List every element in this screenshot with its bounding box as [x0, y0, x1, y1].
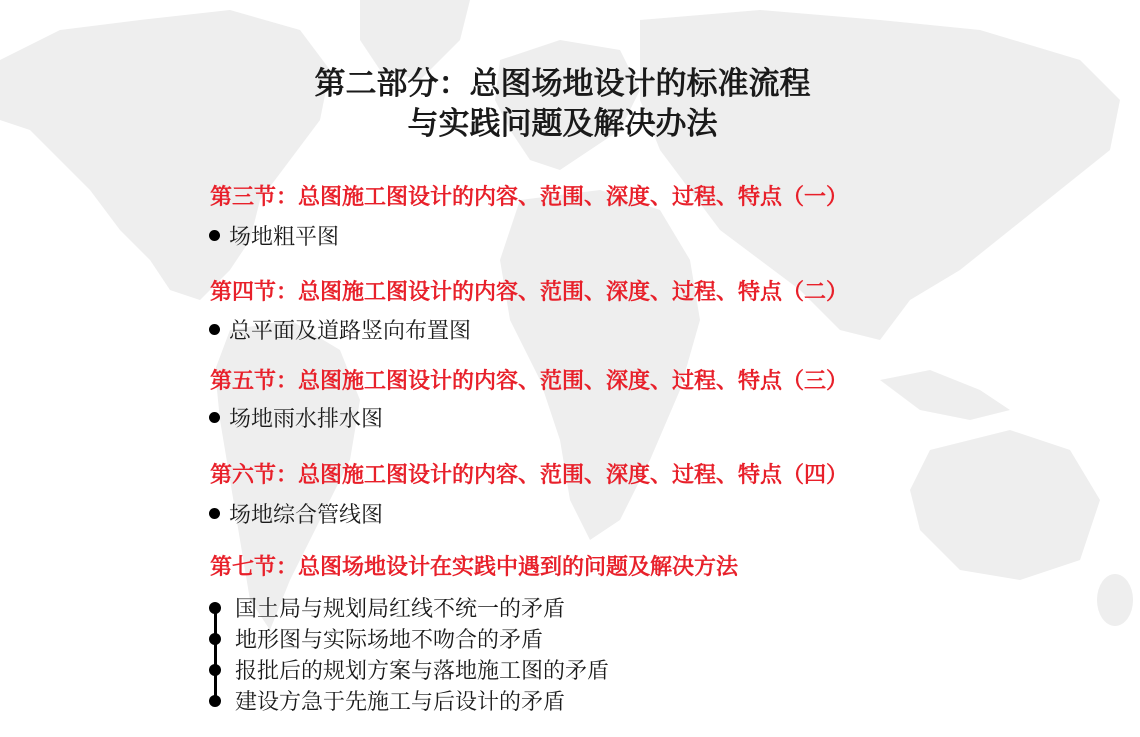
section-5-item — [209, 406, 383, 434]
bullet-icon — [209, 324, 220, 335]
bullet-icon — [209, 230, 220, 241]
bullet-icon — [209, 412, 220, 423]
list-item — [209, 596, 565, 624]
title-line-2: 与实践问题及解决办法 — [407, 106, 718, 142]
list-item-label: 建设方急于先施工与后设计的矛盾 — [235, 690, 566, 715]
list-item — [209, 658, 609, 686]
section-3-heading: 第三节：总图施工图设计的内容、范围、深度、过程、特点（一） — [210, 185, 849, 210]
list-item-label: 报批后的规划方案与落地施工图的矛盾 — [235, 659, 610, 684]
section-4-item — [209, 318, 471, 346]
timeline-dot-icon — [209, 602, 221, 614]
section-7-heading: 第七节：总图场地设计在实践中遇到的问题及解决方法 — [210, 555, 739, 580]
section-6-item — [209, 502, 383, 530]
section-6-item-label: 场地综合管线图 — [229, 503, 384, 528]
page-title — [0, 64, 1125, 144]
section-6-heading: 第六节：总图施工图设计的内容、范围、深度、过程、特点（四） — [210, 463, 849, 488]
title-line-1: 第二部分：总图场地设计的标准流程 — [314, 66, 811, 102]
timeline-dot-icon — [209, 664, 221, 676]
section-4-item-label: 总平面及道路竖向布置图 — [229, 319, 472, 344]
section-4-heading: 第四节：总图施工图设计的内容、范围、深度、过程、特点（二） — [210, 280, 849, 305]
section-5-heading: 第五节：总图施工图设计的内容、范围、深度、过程、特点（三） — [210, 369, 849, 394]
list-item-label: 国土局与规划局红线不统一的矛盾 — [235, 597, 566, 622]
section-5-item-label: 场地雨水排水图 — [229, 407, 384, 432]
timeline-dot-icon — [209, 633, 221, 645]
list-item — [209, 689, 565, 717]
timeline-dot-icon — [209, 695, 221, 707]
bullet-icon — [209, 508, 220, 519]
list-item-label: 地形图与实际场地不吻合的矛盾 — [235, 628, 544, 653]
list-item — [209, 627, 543, 655]
section-3-item-label: 场地粗平图 — [229, 225, 340, 250]
section-3-item — [209, 224, 339, 252]
